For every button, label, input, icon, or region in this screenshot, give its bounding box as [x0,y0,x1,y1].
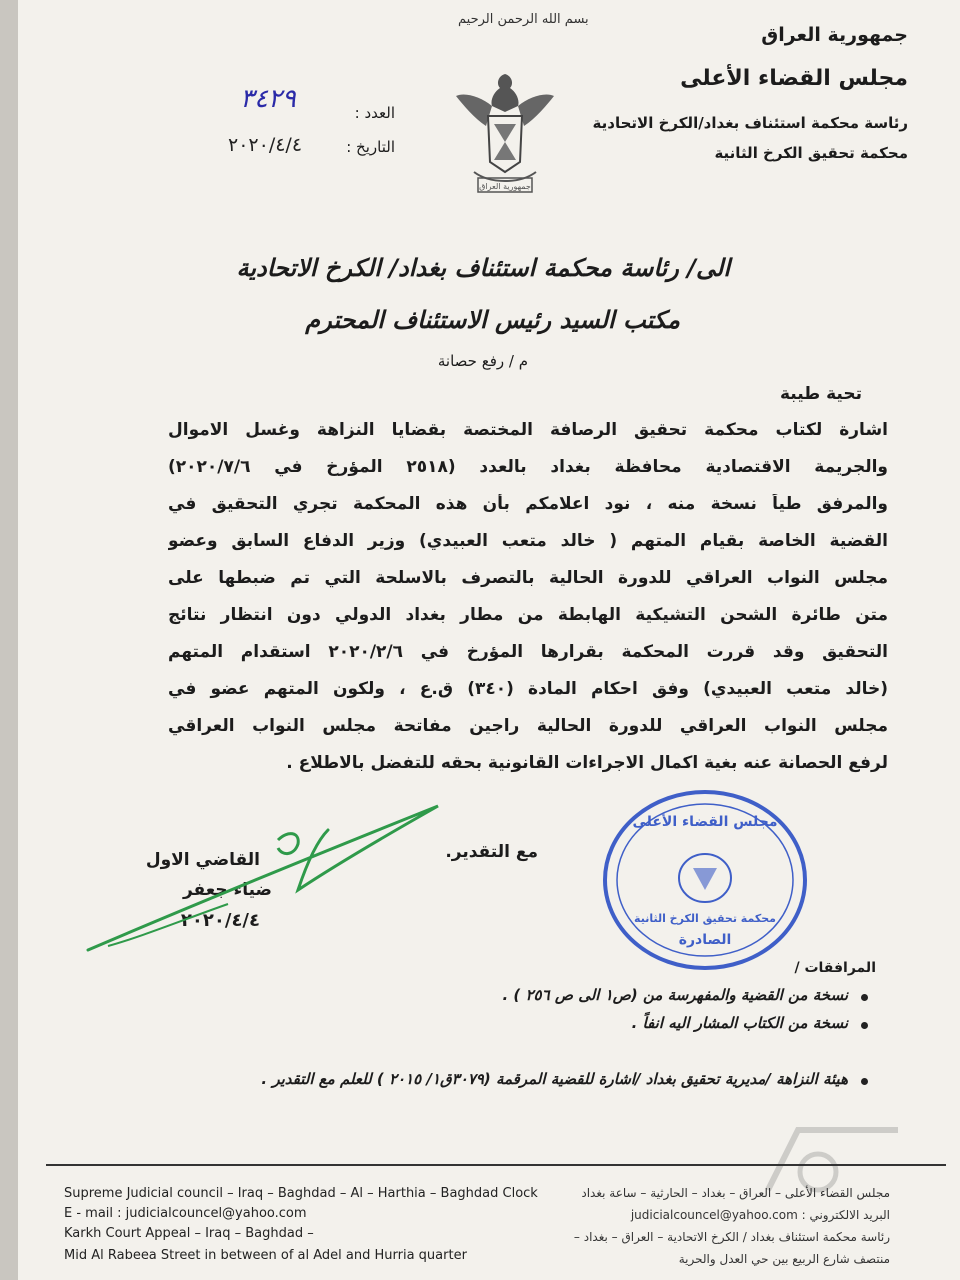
judge-date: ٢٠٢٠/٤/٤ [180,910,260,931]
footer-left-line: Mid Al Rabeea Street in between of al Adel and Hurria quarter [64,1248,467,1263]
body-line: التحقيق وقد قررت المحكمة بقرارها المؤرخ في ٢٠٢٠/٢/٦ استقدام المتهم [168,642,888,662]
body-line: (خالد متعب العبيدي) وفق احكام المادة (٣٤٠) ق.ع ، ولكون المتهم عضو في [168,679,888,699]
body-line: والجريمة الاقتصادية محافظة بغداد بالعدد (٢٥١٨ المؤرخ في ٢٠٢٠/٧/٦) [168,457,888,477]
footer-right-line: رئاسة محكمة استئناف بغداد / الكرخ الاتحادية – العراق – بغداد – [573,1230,890,1244]
number-label: العدد : [354,104,395,122]
footer-left-line: E - mail : judicialcouncel@yahoo.com [64,1206,307,1221]
date-label: التاريخ : [346,138,395,156]
attachment-item: نسخة من القضية والمفهرسة من (ص١ الى ص ٢٥٦ ) . [502,986,848,1004]
attachments-heading: المرافقات / [794,960,876,976]
stamp-bottom-text: الصادرة [678,932,732,948]
body-line: لرفع الحصانة عنه بغية اكمال الاجراءات القانونية بحقه للتفضل بالاطلاع . [286,753,888,773]
footer-right-line: مجلس القضاء الأعلى – العراق – بغداد – الحارثية – ساعة بغداد [581,1186,890,1200]
attachment-item: نسخة من الكتاب المشار اليه انفاً . [631,1014,848,1032]
recipient-line: الى/ رئاسة محكمة استئناف بغداد/ الكرخ الاتحادية [236,254,730,282]
presidency-heading: رئاسة محكمة استئناف بغداد/الكرخ الاتحادية [592,114,908,132]
basmala: بسم الله الرحمن الرحيم [458,12,589,27]
footer-left-line: Supreme Judicial council – Iraq – Baghdad – Al – Harthia – Baghdad Clock [64,1186,538,1201]
date-value: ٢٠٢٠/٤/٤ [228,134,303,156]
stamp-outer-text: مجلس القضاء الأعلى [632,814,778,830]
number-value: ٣٤٢٩ [240,84,296,114]
council-heading: مجلس القضاء الأعلى [680,66,908,91]
office-line: مكتب السيد رئيس الاستئناف المحترم [305,306,680,334]
document-page [18,0,960,1280]
handwritten-signature [78,800,458,970]
footer-right-line: منتصف شارع الربيع بين حي العدل والحرية [678,1252,890,1266]
court-heading: محكمة تحقيق الكرخ الثانية [714,144,908,162]
greeting: تحية طيبة [779,384,862,404]
body-line: القضية الخاصة بقيام المتهم ( خالد متعب العبيدي) وزير الدفاع السابق وعضو [168,531,888,551]
bullet-icon [861,1022,868,1029]
bullet-icon [861,1078,868,1085]
attachment-item: هيئة النزاهة /مديرية تحقيق بغداد /اشارة للقضية المرقمة (٣٠٧٩ق١/ ٢٠١٥ ) للعلم مع التقدير . [261,1070,848,1088]
footer-right-line: البريد الالكتروني : judicialcouncel@yahoo.com [630,1208,890,1222]
body-line: مجلس النواب العراقي للدورة الحالية بالتصرف بالاسلحة التي تم ضبطها على [168,568,888,588]
iraq-eagle-emblem-icon [450,66,560,202]
republic-heading: جمهورية العراق [761,24,908,46]
stamp-inner-text: محكمة تحقيق الكرخ الثانية [634,912,776,925]
body-line: متن طائرة الشحن التشيكية الهابطة من مطار بغداد الدولي دون انتظار نتائج [168,605,888,625]
body-line: اشارة لكتاب محكمة تحقيق الرصافة المختصة بقضايا النزاهة وغسل الاموال [168,420,888,440]
regards: مع التقدير. [445,842,538,862]
body-line: مجلس النواب العراقي للدورة الحالية راجين مفاتحة مجلس النواب العراقي [168,716,888,736]
footer-divider [46,1164,946,1166]
judge-name: ضياء جعفر [182,880,272,900]
judge-title: القاضي الاول [145,850,260,870]
page-fold-shadow [0,0,18,1280]
footer-left-line: Karkh Court Appeal – Iraq – Baghdad – [64,1226,314,1241]
emblem-caption: جمهورية العراق [479,182,531,191]
subject-line: م / رفع حصانة [437,352,528,370]
body-line: والمرفق طياً نسخة منه ، نود اعلامكم بأن هذه المحكمة تجري التحقيق في [168,494,888,514]
court-stamp [600,786,810,974]
bullet-icon [861,994,868,1001]
